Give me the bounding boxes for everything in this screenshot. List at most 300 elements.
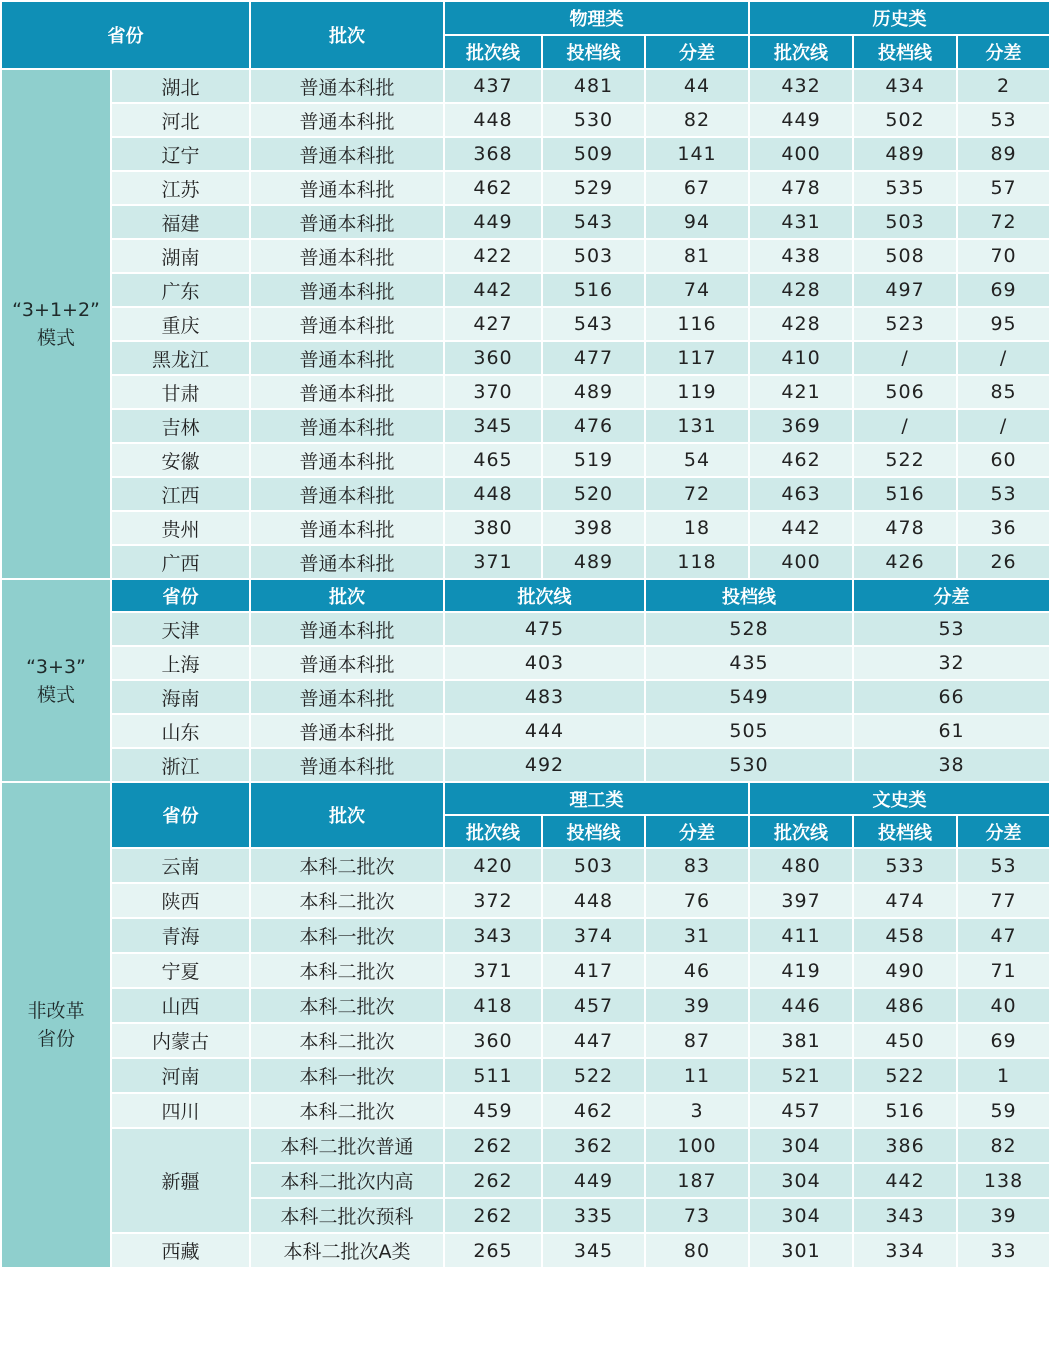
header-physics-score: 投档线 [542, 35, 645, 69]
score-cell: 66 [853, 680, 1049, 714]
score-cell: 427 [444, 307, 542, 341]
score-cell: 420 [444, 848, 542, 883]
section3-group-label: 非改革 省份 [1, 782, 111, 1268]
batch-cell: 本科二批次 [250, 953, 444, 988]
province-cell: 内蒙古 [111, 1023, 250, 1058]
section2-group-label: “3+3” 模式 [1, 579, 111, 782]
score-cell: 477 [542, 341, 645, 375]
score-cell: 60 [957, 443, 1049, 477]
batch-cell: 普通本科批 [250, 137, 444, 171]
score-cell: 434 [853, 69, 957, 103]
score-cell: 38 [853, 748, 1049, 782]
section3-subheader-cell: 分差 [957, 815, 1049, 848]
score-cell: 426 [853, 545, 957, 579]
score-cell: 476 [542, 409, 645, 443]
score-cell: 74 [645, 273, 749, 307]
batch-cell: 普通本科批 [250, 375, 444, 409]
score-cell: 448 [444, 477, 542, 511]
batch-cell: 普通本科批 [250, 409, 444, 443]
score-cell: 47 [957, 918, 1049, 953]
score-cell: 46 [645, 953, 749, 988]
province-cell: 山西 [111, 988, 250, 1023]
batch-cell: 本科二批次 [250, 988, 444, 1023]
section2-header-line: 批次线 [444, 579, 645, 612]
section1-group-label: “3+1+2” 模式 [1, 69, 111, 579]
score-cell: 374 [542, 918, 645, 953]
batch-cell: 普通本科批 [250, 341, 444, 375]
section3-header-row [1, 782, 1049, 815]
score-cell: 516 [853, 1093, 957, 1128]
score-cell: 40 [957, 988, 1049, 1023]
score-cell: 543 [542, 307, 645, 341]
table-row [1, 545, 1049, 579]
score-cell: 411 [749, 918, 853, 953]
score-cell: 369 [749, 409, 853, 443]
province-cell: 黑龙江 [111, 341, 250, 375]
score-cell: 18 [645, 511, 749, 545]
province-cell: 浙江 [111, 748, 250, 782]
section3-subheader-cell: 分差 [645, 815, 749, 848]
score-cell: 490 [853, 953, 957, 988]
score-cell: 343 [444, 918, 542, 953]
score-cell: 523 [853, 307, 957, 341]
table-row [1, 953, 1049, 988]
score-cell: 371 [444, 953, 542, 988]
score-cell: 522 [853, 1058, 957, 1093]
table-row [1, 883, 1049, 918]
score-cell: 497 [853, 273, 957, 307]
header-physics-diff: 分差 [645, 35, 749, 69]
score-cell: 36 [957, 511, 1049, 545]
batch-cell: 普通本科批 [250, 103, 444, 137]
score-cell: 95 [957, 307, 1049, 341]
score-cell: 508 [853, 239, 957, 273]
score-cell: 61 [853, 714, 1049, 748]
score-cell: 522 [853, 443, 957, 477]
score-cell: 87 [645, 1023, 749, 1058]
score-cell: 83 [645, 848, 749, 883]
section2-header-row [1, 579, 1049, 612]
header-batch: 批次 [250, 1, 444, 69]
score-cell: 100 [645, 1128, 749, 1163]
score-cell: 449 [444, 205, 542, 239]
score-cell: 549 [645, 680, 853, 714]
table-row [1, 680, 1049, 714]
score-cell: 503 [542, 239, 645, 273]
score-cell: 380 [444, 511, 542, 545]
score-cell: 530 [645, 748, 853, 782]
batch-cell: 本科二批次普通 [250, 1128, 444, 1163]
batch-cell: 本科二批次 [250, 848, 444, 883]
batch-cell: 普通本科批 [250, 680, 444, 714]
batch-cell: 本科二批次内高 [250, 1163, 444, 1198]
section2-header-diff: 分差 [853, 579, 1049, 612]
score-cell: 435 [645, 646, 853, 680]
batch-cell: 普通本科批 [250, 205, 444, 239]
score-cell: / [957, 341, 1049, 375]
table-row [1, 375, 1049, 409]
score-cell: 489 [542, 545, 645, 579]
table-row [1, 1023, 1049, 1058]
score-cell: 3 [645, 1093, 749, 1128]
table-row [1, 848, 1049, 883]
score-cell: 503 [542, 848, 645, 883]
score-cell: 474 [853, 883, 957, 918]
score-cell: 400 [749, 137, 853, 171]
header-history-line: 批次线 [749, 35, 853, 69]
score-cell: 486 [853, 988, 957, 1023]
score-cell: 450 [853, 1023, 957, 1058]
score-cell: 458 [853, 918, 957, 953]
score-cell: 419 [749, 953, 853, 988]
score-cell: 59 [957, 1093, 1049, 1128]
score-cell: 67 [645, 171, 749, 205]
table-row [1, 1233, 1049, 1268]
batch-cell: 本科二批次预科 [250, 1198, 444, 1233]
score-cell: 489 [542, 375, 645, 409]
score-cell: 444 [444, 714, 645, 748]
score-cell: 520 [542, 477, 645, 511]
batch-cell: 普通本科批 [250, 443, 444, 477]
score-cell: 118 [645, 545, 749, 579]
header-history-score: 投档线 [853, 35, 957, 69]
table-row [1, 409, 1049, 443]
score-cell: 53 [853, 612, 1049, 646]
table-row [1, 477, 1049, 511]
table-row [1, 103, 1049, 137]
score-cell: 462 [542, 1093, 645, 1128]
section3-header-batch: 批次 [250, 782, 444, 848]
score-cell: 26 [957, 545, 1049, 579]
province-cell: 宁夏 [111, 953, 250, 988]
score-cell: 72 [957, 205, 1049, 239]
score-cell: 39 [957, 1198, 1049, 1233]
score-cell: 53 [957, 477, 1049, 511]
score-cell: 475 [444, 612, 645, 646]
score-cell: 82 [645, 103, 749, 137]
score-cell: 535 [853, 171, 957, 205]
score-cell: 371 [444, 545, 542, 579]
province-cell: 辽宁 [111, 137, 250, 171]
score-cell: 69 [957, 1023, 1049, 1058]
score-cell: 187 [645, 1163, 749, 1198]
batch-cell: 普通本科批 [250, 239, 444, 273]
score-cell: 262 [444, 1128, 542, 1163]
score-cell: 53 [957, 848, 1049, 883]
score-cell: 362 [542, 1128, 645, 1163]
batch-cell: 普通本科批 [250, 646, 444, 680]
score-cell: 381 [749, 1023, 853, 1058]
score-cell: 131 [645, 409, 749, 443]
score-cell: 442 [444, 273, 542, 307]
score-cell: 519 [542, 443, 645, 477]
score-cell: 1 [957, 1058, 1049, 1093]
score-cell: 462 [444, 171, 542, 205]
section2-header-score: 投档线 [645, 579, 853, 612]
score-cell: 480 [749, 848, 853, 883]
batch-cell: 本科一批次 [250, 918, 444, 953]
section3-header-province: 省份 [111, 782, 250, 848]
score-cell: 386 [853, 1128, 957, 1163]
score-cell: 492 [444, 748, 645, 782]
score-cell: 89 [957, 137, 1049, 171]
table-row [1, 205, 1049, 239]
score-cell: 403 [444, 646, 645, 680]
batch-cell: 普通本科批 [250, 545, 444, 579]
score-cell: 69 [957, 273, 1049, 307]
score-cell: 262 [444, 1163, 542, 1198]
header-physics-line: 批次线 [444, 35, 542, 69]
score-cell: 360 [444, 341, 542, 375]
score-cell: / [957, 409, 1049, 443]
score-cell: 442 [749, 511, 853, 545]
table-row [1, 1093, 1049, 1128]
batch-cell: 普通本科批 [250, 511, 444, 545]
province-cell: 海南 [111, 680, 250, 714]
score-cell: 442 [853, 1163, 957, 1198]
batch-cell: 本科二批次 [250, 1093, 444, 1128]
score-cell: 73 [645, 1198, 749, 1233]
score-cell: 428 [749, 273, 853, 307]
score-cell: 76 [645, 883, 749, 918]
score-cell: 39 [645, 988, 749, 1023]
score-cell: / [853, 341, 957, 375]
score-cell: 265 [444, 1233, 542, 1268]
score-cell: 503 [853, 205, 957, 239]
score-cell: 304 [749, 1128, 853, 1163]
score-cell: 505 [645, 714, 853, 748]
score-cell: 483 [444, 680, 645, 714]
score-cell: 32 [853, 646, 1049, 680]
province-cell: 陕西 [111, 883, 250, 918]
score-cell: 516 [853, 477, 957, 511]
score-cell: 117 [645, 341, 749, 375]
score-cell: 522 [542, 1058, 645, 1093]
score-cell: 33 [957, 1233, 1049, 1268]
table-row [1, 646, 1049, 680]
table-row [1, 239, 1049, 273]
score-cell: 448 [444, 103, 542, 137]
table-row [1, 612, 1049, 646]
province-cell: 湖北 [111, 69, 250, 103]
table-row [1, 988, 1049, 1023]
score-cell: 71 [957, 953, 1049, 988]
table-row [1, 443, 1049, 477]
score-cell: 343 [853, 1198, 957, 1233]
score-cell: 509 [542, 137, 645, 171]
score-cell: 44 [645, 69, 749, 103]
province-cell: 安徽 [111, 443, 250, 477]
score-cell: 422 [444, 239, 542, 273]
section2-header-batch: 批次 [250, 579, 444, 612]
score-cell: 410 [749, 341, 853, 375]
table-row [1, 307, 1049, 341]
score-cell: 459 [444, 1093, 542, 1128]
table-row [1, 918, 1049, 953]
batch-cell: 本科二批次A类 [250, 1233, 444, 1268]
section2-header-province: 省份 [111, 579, 250, 612]
score-cell: 521 [749, 1058, 853, 1093]
score-cell: 446 [749, 988, 853, 1023]
section3-header-science-group: 理工类 [444, 782, 749, 815]
batch-cell: 普通本科批 [250, 171, 444, 205]
score-cell: 80 [645, 1233, 749, 1268]
score-cell: 432 [749, 69, 853, 103]
table-row [1, 341, 1049, 375]
batch-cell: 普通本科批 [250, 307, 444, 341]
province-cell: 贵州 [111, 511, 250, 545]
score-cell: 457 [542, 988, 645, 1023]
score-cell: 463 [749, 477, 853, 511]
score-cell: 447 [542, 1023, 645, 1058]
score-cell: 304 [749, 1163, 853, 1198]
score-cell: 345 [542, 1233, 645, 1268]
score-cell: 428 [749, 307, 853, 341]
province-cell: 福建 [111, 205, 250, 239]
score-cell: 478 [749, 171, 853, 205]
province-cell: 吉林 [111, 409, 250, 443]
table-row [1, 137, 1049, 171]
batch-cell: 普通本科批 [250, 69, 444, 103]
score-cell: 262 [444, 1198, 542, 1233]
score-cell: 370 [444, 375, 542, 409]
province-cell: 云南 [111, 848, 250, 883]
score-cell: 360 [444, 1023, 542, 1058]
score-cell: 417 [542, 953, 645, 988]
score-cell: 449 [542, 1163, 645, 1198]
score-cell: 438 [749, 239, 853, 273]
score-cell: 481 [542, 69, 645, 103]
table-row [1, 511, 1049, 545]
batch-cell: 本科二批次 [250, 1023, 444, 1058]
section3-subheader-cell: 投档线 [853, 815, 957, 848]
batch-cell: 普通本科批 [250, 273, 444, 307]
score-cell: 85 [957, 375, 1049, 409]
table-row [1, 714, 1049, 748]
province-cell: 四川 [111, 1093, 250, 1128]
score-cell: 462 [749, 443, 853, 477]
score-cell: 2 [957, 69, 1049, 103]
score-cell: 335 [542, 1198, 645, 1233]
score-cell: 398 [542, 511, 645, 545]
score-cell: 543 [542, 205, 645, 239]
score-cell: 31 [645, 918, 749, 953]
score-cell: 448 [542, 883, 645, 918]
score-cell: 116 [645, 307, 749, 341]
header-province: 省份 [1, 1, 250, 69]
score-cell: 478 [853, 511, 957, 545]
score-cell: 82 [957, 1128, 1049, 1163]
score-cell: 54 [645, 443, 749, 477]
province-cell: 西藏 [111, 1233, 250, 1268]
batch-cell: 本科二批次 [250, 883, 444, 918]
score-cell: 304 [749, 1198, 853, 1233]
table-row [1, 273, 1049, 307]
batch-cell: 普通本科批 [250, 612, 444, 646]
batch-cell: 普通本科批 [250, 748, 444, 782]
province-cell: 河南 [111, 1058, 250, 1093]
score-cell: 372 [444, 883, 542, 918]
province-cell: 广西 [111, 545, 250, 579]
province-cell: 天津 [111, 612, 250, 646]
score-cell: 334 [853, 1233, 957, 1268]
score-cell: 53 [957, 103, 1049, 137]
score-cell: 516 [542, 273, 645, 307]
score-cell: 368 [444, 137, 542, 171]
province-cell: 江苏 [111, 171, 250, 205]
score-cell: 400 [749, 545, 853, 579]
batch-cell: 普通本科批 [250, 714, 444, 748]
province-cell: 新疆 [111, 1128, 250, 1233]
score-cell: 418 [444, 988, 542, 1023]
score-cell: 457 [749, 1093, 853, 1128]
score-cell: 528 [645, 612, 853, 646]
province-cell: 江西 [111, 477, 250, 511]
score-cell: 138 [957, 1163, 1049, 1198]
province-cell: 湖南 [111, 239, 250, 273]
province-cell: 青海 [111, 918, 250, 953]
table-row [1, 748, 1049, 782]
score-cell: 57 [957, 171, 1049, 205]
score-cell: 11 [645, 1058, 749, 1093]
header-physics-group: 物理类 [444, 1, 749, 35]
score-cell: 70 [957, 239, 1049, 273]
section3-header-arts-group: 文史类 [749, 782, 1049, 815]
score-cell: 141 [645, 137, 749, 171]
table-row [1, 1058, 1049, 1093]
score-cell: 437 [444, 69, 542, 103]
score-cell: 94 [645, 205, 749, 239]
score-cell: 489 [853, 137, 957, 171]
score-cell: 72 [645, 477, 749, 511]
table-row [1, 69, 1049, 103]
score-cell: 529 [542, 171, 645, 205]
section3-subheader-cell: 批次线 [749, 815, 853, 848]
header-history-diff: 分差 [957, 35, 1049, 69]
score-cell: 397 [749, 883, 853, 918]
score-cell: 449 [749, 103, 853, 137]
score-cell: 502 [853, 103, 957, 137]
batch-cell: 本科一批次 [250, 1058, 444, 1093]
table-row [1, 171, 1049, 205]
score-cell: 345 [444, 409, 542, 443]
header-history-group: 历史类 [749, 1, 1049, 35]
province-cell: 广东 [111, 273, 250, 307]
score-cell: 301 [749, 1233, 853, 1268]
province-cell: 甘肃 [111, 375, 250, 409]
province-cell: 重庆 [111, 307, 250, 341]
table-row [1, 1128, 1049, 1163]
batch-cell: 普通本科批 [250, 477, 444, 511]
score-cell: 511 [444, 1058, 542, 1093]
section3-subheader-cell: 投档线 [542, 815, 645, 848]
score-cell: 421 [749, 375, 853, 409]
score-cell: 431 [749, 205, 853, 239]
score-cell: 533 [853, 848, 957, 883]
province-cell: 河北 [111, 103, 250, 137]
score-cell: / [853, 409, 957, 443]
score-cell: 465 [444, 443, 542, 477]
score-cell: 77 [957, 883, 1049, 918]
score-cell: 81 [645, 239, 749, 273]
section3-subheader-cell: 批次线 [444, 815, 542, 848]
province-cell: 山东 [111, 714, 250, 748]
score-cell: 530 [542, 103, 645, 137]
province-cell: 上海 [111, 646, 250, 680]
score-cell: 506 [853, 375, 957, 409]
score-cell: 119 [645, 375, 749, 409]
table-body [1, 1, 1049, 1268]
